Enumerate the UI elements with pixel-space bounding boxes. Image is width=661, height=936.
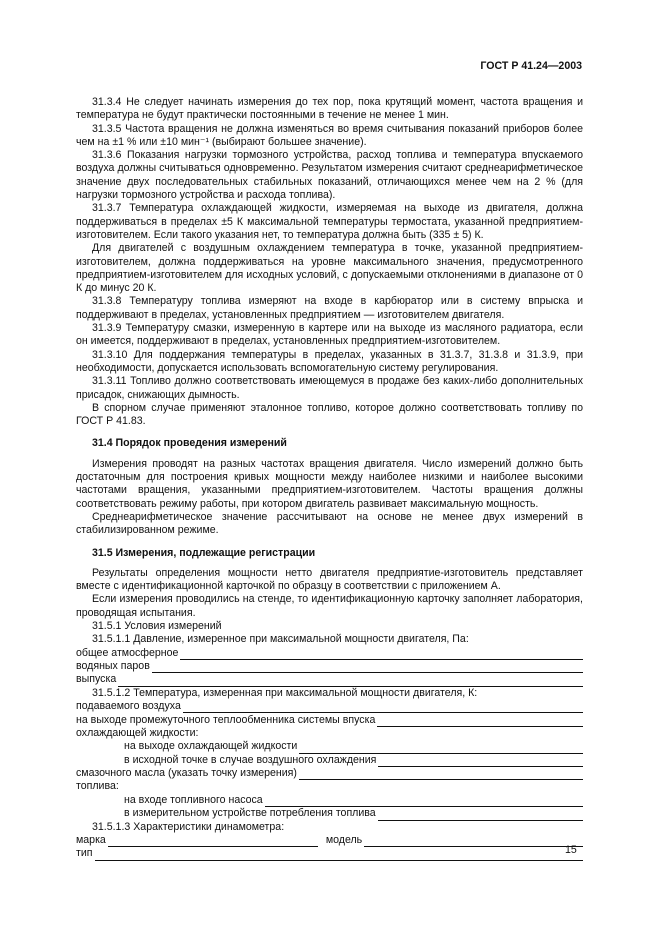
fill-line[interactable] — [378, 810, 583, 821]
fill-line[interactable] — [299, 743, 583, 754]
field-label: охлаждающей жидкости: — [76, 726, 199, 739]
field-intercooler-temp[interactable] — [76, 713, 583, 726]
field-fuel-pump-temp[interactable] — [76, 794, 583, 807]
field-label: на входе топливного насоса — [124, 793, 263, 806]
label-coolant — [76, 727, 583, 740]
field-label: общее атмосферное — [76, 646, 179, 659]
fill-line[interactable] — [378, 756, 583, 767]
para-31-3-8: 31.3.8 Температуру топлива измеряют на входе в карбюратор или в систему впрыска и поддерживают в пределах, установленных предприятием — изготовителем двигателя. — [76, 295, 583, 321]
field-label: на выходе охлаждающей жидкости — [124, 740, 298, 753]
subheading-31-5-1-1: 31.5.1.1 Давление, измеренное при максимальной мощности двигателя, Па: — [92, 633, 469, 646]
fill-line-brand[interactable] — [108, 836, 318, 847]
field-air-cooling-point-temp[interactable] — [76, 754, 583, 767]
field-label: водяных паров — [76, 660, 150, 673]
para-31-3-7: 31.3.7 Температура охлаждающей жидкости, измеряемая на выходе из двигателя, должна поддерживаться в пределах ±5 К максимальной температуры термостата, указанной предприятием-изготовителем. Если такого указания нет, то температура должна быть (335 ± 5) К. — [76, 202, 583, 241]
para-31-3-5: 31.3.5 Частота вращения не должна изменяться во время считывания показаний приборов более чем на ±1 % или ±10 мин⁻¹ (выбирают большее значение). — [76, 122, 583, 148]
field-oil-temp[interactable] — [76, 767, 583, 780]
fill-line-model[interactable] — [364, 836, 583, 847]
field-intake-air-temp[interactable] — [76, 700, 583, 713]
para-31-3-6: 31.3.6 Показания нагрузки тормозного устройства, расход топлива и температура впускаемого воздуха должны считываться одновременно. Результатом измерения считают среднеарифметическое значение двух последовательных стабильных показаний, отличающихся менее чем на 2 % (для нагрузки тормозного устройства и расхода топлива). — [76, 149, 583, 202]
document-code: ГОСТ Р 41.24—2003 — [480, 60, 582, 72]
field-label: подаваемого воздуха — [76, 700, 181, 713]
fill-line[interactable] — [183, 702, 583, 713]
field-water-vapour-pressure[interactable] — [76, 660, 583, 673]
para-average: Среднеарифметическое значение рассчитывают на основе не менее двух измерений в стабилизированном режиме. — [76, 510, 583, 537]
para-31-3-4: 31.3.4 Не следует начинать измерения до тех пор, пока крутящий момент, частота вращения и температура не будут практически постоянными в течение не менее 1 мин. — [76, 96, 583, 122]
field-coolant-outlet-temp[interactable] — [76, 740, 583, 753]
page-body — [76, 96, 583, 861]
field-label: выпуска — [76, 673, 117, 686]
fill-line[interactable] — [377, 716, 583, 727]
field-label: смазочного масла (указать точку измерения) — [76, 767, 297, 780]
field-dyno-brand-model[interactable] — [76, 834, 583, 847]
field-label-brand: марка — [76, 833, 106, 846]
fill-line[interactable] — [265, 796, 583, 807]
field-atmospheric-pressure[interactable] — [76, 647, 583, 660]
field-label: в исходной точке в случае воздушного охлаждения — [124, 753, 377, 766]
fill-line[interactable] — [299, 769, 583, 780]
subheading-31-5-1-3: 31.5.1.3 Характеристики динамометра: — [92, 820, 285, 833]
section-heading-31-4: 31.4 Порядок проведения измерений — [92, 437, 287, 450]
subheading-31-5-1-2: 31.5.1.2 Температура, измеренная при максимальной мощности двигателя, К: — [92, 686, 478, 699]
field-label: топлива: — [76, 780, 119, 793]
para-31-3-10: 31.3.10 Для поддержания температуры в пределах, указанных в 31.3.7, 31.3.8 и 31.3.9, при необходимости, допускается использовать вспомогательную систему регулирования. — [76, 348, 583, 374]
page-number: 15 — [565, 844, 577, 856]
para-lab: Если измерения проводились на стенде, то идентификационную карточку заполняет лаборатория, проводящая испытания. — [76, 593, 583, 619]
field-dyno-type[interactable] — [76, 847, 583, 860]
fill-line[interactable] — [118, 676, 583, 687]
para-results: Результаты определения мощности нетто двигателя предприятие-изготовитель представляет вместе с идентификационной карточкой по образцу в соответствии с приложением А. — [76, 566, 583, 593]
para-31-3-9: 31.3.9 Температуру смазки, измеренную в картере или на выходе из масляного радиатора, если он имеется, поддерживают в пределах, установленных предприятием-изготовителем. — [76, 322, 583, 348]
fill-line[interactable] — [95, 850, 583, 861]
section-heading-31-5: 31.5 Измерения, подлежащие регистрации — [92, 546, 316, 559]
para-dispute-fuel: В спорном случае применяют эталонное топливо, которое должно соответствовать топливу по ГОСТ Р 41.83. — [76, 401, 583, 428]
subheading-31-5-1: 31.5.1 Условия измерений — [92, 619, 222, 632]
field-label: в измерительном устройстве потребления топлива — [124, 807, 376, 820]
fill-line[interactable] — [180, 649, 583, 660]
field-exhaust-pressure[interactable] — [76, 673, 583, 686]
field-fuel-meter-temp[interactable] — [76, 807, 583, 820]
para-31-3-11: 31.3.11 Топливо должно соответствовать имеющемуся в продаже без каких-либо дополнительных присадок, снижающих дымность. — [76, 375, 583, 401]
field-label-model: модель — [325, 833, 363, 846]
fill-line[interactable] — [152, 662, 583, 673]
label-fuel — [76, 780, 583, 793]
field-label: тип — [76, 847, 93, 860]
para-air-cooling: Для двигателей с воздушным охлаждением температура в точке, указанной предприятием-изготовителем, должна поддерживаться на уровне максимального значения, предусмотренного предприятием-изготовителем для исходных условий, с допускаемыми отклонениями в диапазоне от 0 К до минус 20 К. — [76, 242, 583, 295]
field-label: на выходе промежуточного теплообменника системы впуска — [76, 713, 376, 726]
para-measurement-order: Измерения проводят на разных частотах вращения двигателя. Число измерений должно быть достаточным для построения кривых мощности между наиболее низкими и наиболее высокими частотами вращения, указанными предприятием-изготовителем. Частоты вращения должны соответствовать режиму работы, при котором двигатель развивает максимальную мощность. — [76, 457, 583, 510]
